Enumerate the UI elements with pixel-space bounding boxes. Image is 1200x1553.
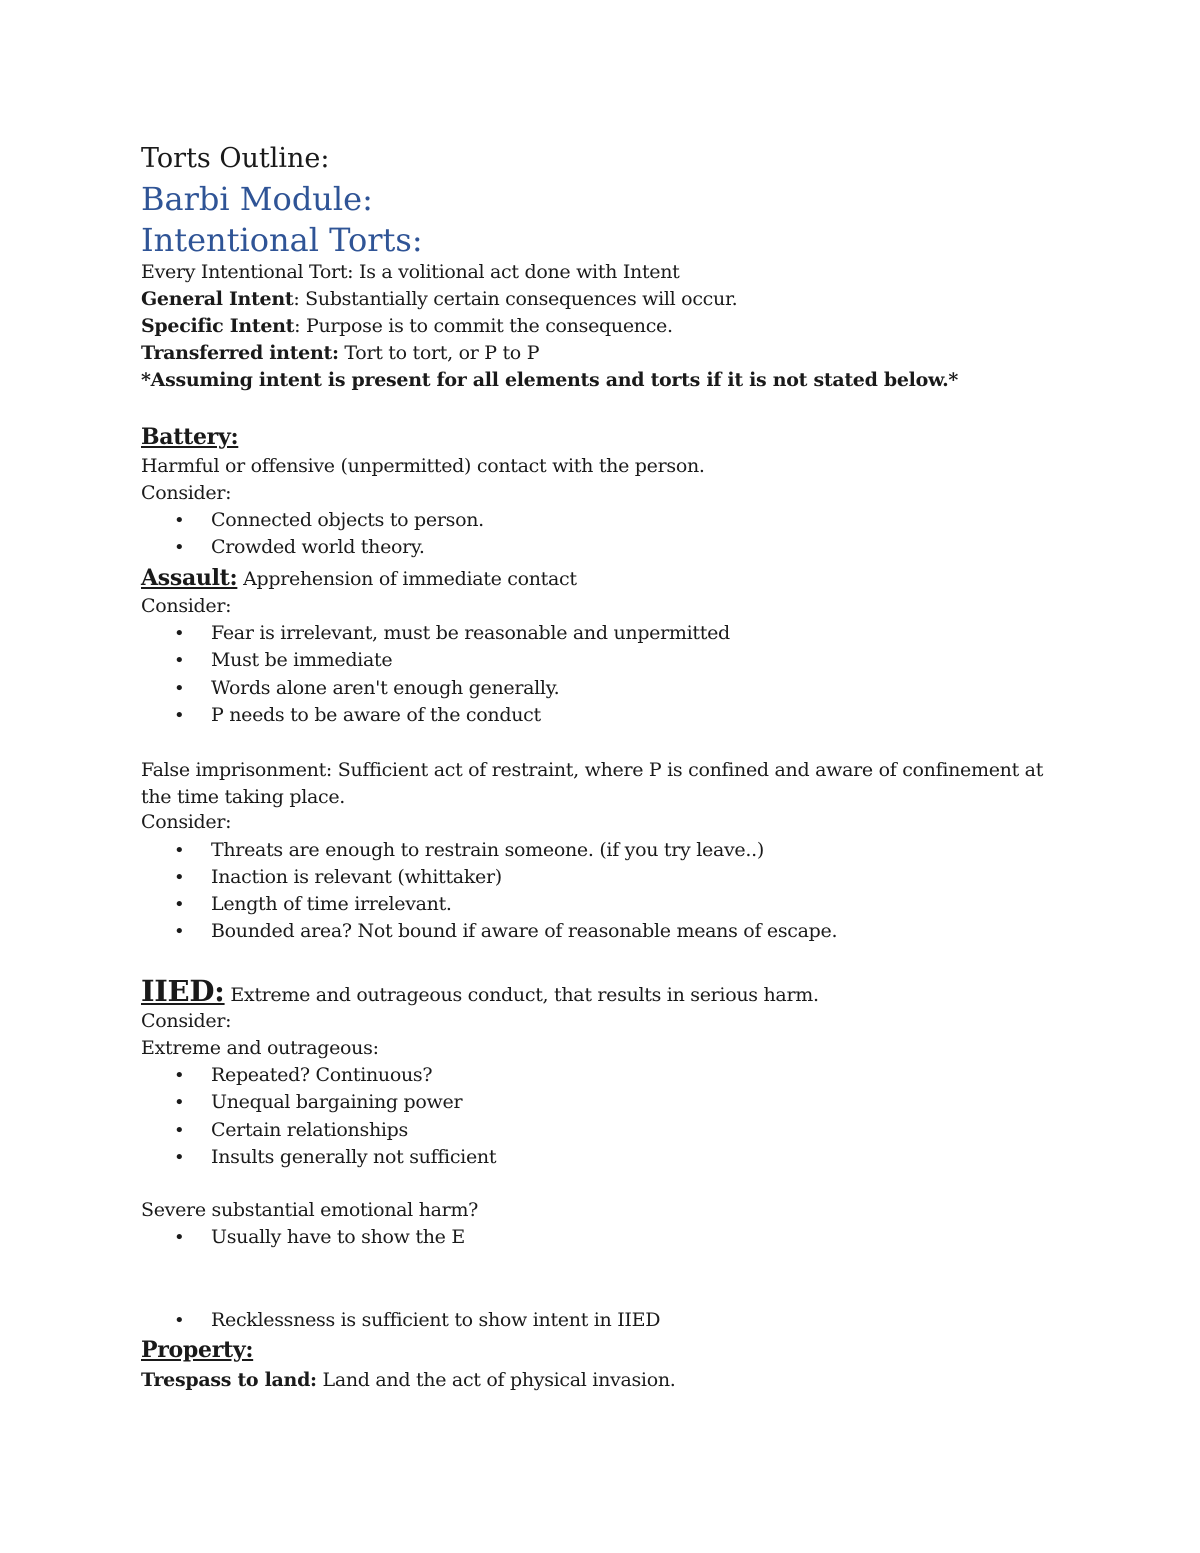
list-item-text: Insults generally not sufficient bbox=[211, 1146, 497, 1168]
list-item bbox=[174, 1091, 462, 1113]
list-item bbox=[174, 839, 764, 861]
list-item bbox=[174, 704, 541, 726]
list-item bbox=[174, 1146, 496, 1168]
assault-heading: Assault: bbox=[141, 565, 238, 591]
bullet-icon: • bbox=[174, 678, 185, 699]
list-item bbox=[174, 1064, 432, 1086]
battery-heading: Battery: bbox=[141, 424, 239, 450]
list-item-text: Bounded area? Not bound if aware of reasonable means of escape. bbox=[211, 920, 838, 942]
general-intent-text: : Substantially certain consequences will occur. bbox=[293, 288, 738, 310]
list-item bbox=[174, 1226, 465, 1248]
bullet-icon: • bbox=[174, 537, 185, 558]
bullet-icon: • bbox=[174, 1120, 185, 1141]
iied-consider: Consider: bbox=[141, 1010, 232, 1032]
list-item bbox=[174, 1309, 660, 1331]
list-item-text: Crowded world theory. bbox=[211, 536, 425, 558]
bullet-icon: • bbox=[174, 650, 185, 671]
bullet-icon: • bbox=[174, 1310, 185, 1331]
list-item bbox=[174, 509, 484, 531]
intro-transferred bbox=[141, 342, 539, 364]
intro-specific bbox=[141, 315, 673, 337]
list-item bbox=[174, 622, 730, 644]
bullet-icon: • bbox=[174, 623, 185, 644]
iied-severe-label: Severe substantial emotional harm? bbox=[141, 1199, 479, 1221]
assault-definition: Apprehension of immediate contact bbox=[237, 568, 577, 590]
bullet-icon: • bbox=[174, 867, 185, 888]
specific-intent-text: : Purpose is to commit the consequence. bbox=[294, 315, 673, 337]
bullet-icon: • bbox=[174, 840, 185, 861]
bullet-icon: • bbox=[174, 894, 185, 915]
general-intent-label: General Intent bbox=[141, 288, 294, 310]
document-title: Torts Outline: bbox=[141, 143, 330, 174]
list-item bbox=[174, 677, 559, 699]
trespass-label: Trespass to land: bbox=[141, 1369, 317, 1391]
list-item-text: Inaction is relevant (whittaker) bbox=[211, 866, 502, 888]
battery-definition: Harmful or offensive (unpermitted) contact with the person. bbox=[141, 455, 705, 477]
bullet-icon: • bbox=[174, 921, 185, 942]
section-heading: Intentional Torts: bbox=[141, 221, 423, 259]
battery-heading-line bbox=[141, 424, 238, 450]
iied-definition: Extreme and outrageous conduct, that results in serious harm. bbox=[224, 984, 819, 1006]
list-item-text: Recklessness is sufficient to show intent in IIED bbox=[211, 1309, 661, 1331]
false-imprisonment-definition: False imprisonment: Sufficient act of restraint, where P is confined and aware of confinement at the time taking place. bbox=[141, 759, 1044, 808]
list-item bbox=[174, 866, 502, 888]
bullet-icon: • bbox=[174, 510, 185, 531]
list-item bbox=[174, 920, 837, 942]
list-item-text: Unequal bargaining power bbox=[211, 1091, 463, 1113]
list-item bbox=[174, 536, 425, 558]
module-heading: Barbi Module: bbox=[141, 180, 373, 218]
list-item-text: P needs to be aware of the conduct bbox=[211, 704, 541, 726]
transferred-intent-text: Tort to tort, or P to P bbox=[338, 342, 540, 364]
bullet-icon: • bbox=[174, 1065, 185, 1086]
list-item-text: Certain relationships bbox=[211, 1119, 408, 1141]
bullet-icon: • bbox=[174, 1147, 185, 1168]
list-item-text: Threats are enough to restrain someone. (if you try leave..) bbox=[211, 839, 764, 861]
list-item bbox=[174, 1119, 408, 1141]
trespass-text: Land and the act of physical invasion. bbox=[316, 1369, 676, 1391]
trespass-line bbox=[141, 1369, 676, 1391]
property-heading-line bbox=[141, 1337, 253, 1363]
list-item-text: Length of time irrelevant. bbox=[211, 893, 452, 915]
list-item-text: Words alone aren't enough generally. bbox=[211, 677, 560, 699]
list-item-text: Repeated? Continuous? bbox=[211, 1064, 433, 1086]
iied-line bbox=[141, 974, 819, 1008]
bullet-icon: • bbox=[174, 1227, 185, 1248]
intro-general bbox=[141, 288, 737, 310]
transferred-intent-label: Transferred intent: bbox=[141, 342, 339, 364]
false-imprisonment-consider: Consider: bbox=[141, 811, 232, 833]
assault-line bbox=[141, 565, 577, 591]
bullet-icon: • bbox=[174, 1092, 185, 1113]
list-item bbox=[174, 649, 392, 671]
bullet-icon: • bbox=[174, 705, 185, 726]
specific-intent-label: Specific Intent bbox=[141, 315, 295, 337]
intro-every: Every Intentional Tort: Is a volitional act done with Intent bbox=[141, 261, 680, 283]
intro-assumption bbox=[141, 369, 958, 391]
assault-consider: Consider: bbox=[141, 595, 232, 617]
property-heading: Property: bbox=[141, 1337, 254, 1363]
iied-extreme-label: Extreme and outrageous: bbox=[141, 1037, 379, 1059]
list-item bbox=[174, 893, 452, 915]
list-item-text: Must be immediate bbox=[211, 649, 393, 671]
list-item-text: Connected objects to person. bbox=[211, 509, 484, 531]
assumption-note: *Assuming intent is present for all elements and torts if it is not stated below.* bbox=[141, 369, 959, 391]
list-item-text: Fear is irrelevant, must be reasonable and unpermitted bbox=[211, 622, 730, 644]
list-item-text: Usually have to show the E bbox=[211, 1226, 465, 1248]
iied-heading: IIED: bbox=[141, 974, 225, 1008]
battery-consider: Consider: bbox=[141, 482, 232, 504]
